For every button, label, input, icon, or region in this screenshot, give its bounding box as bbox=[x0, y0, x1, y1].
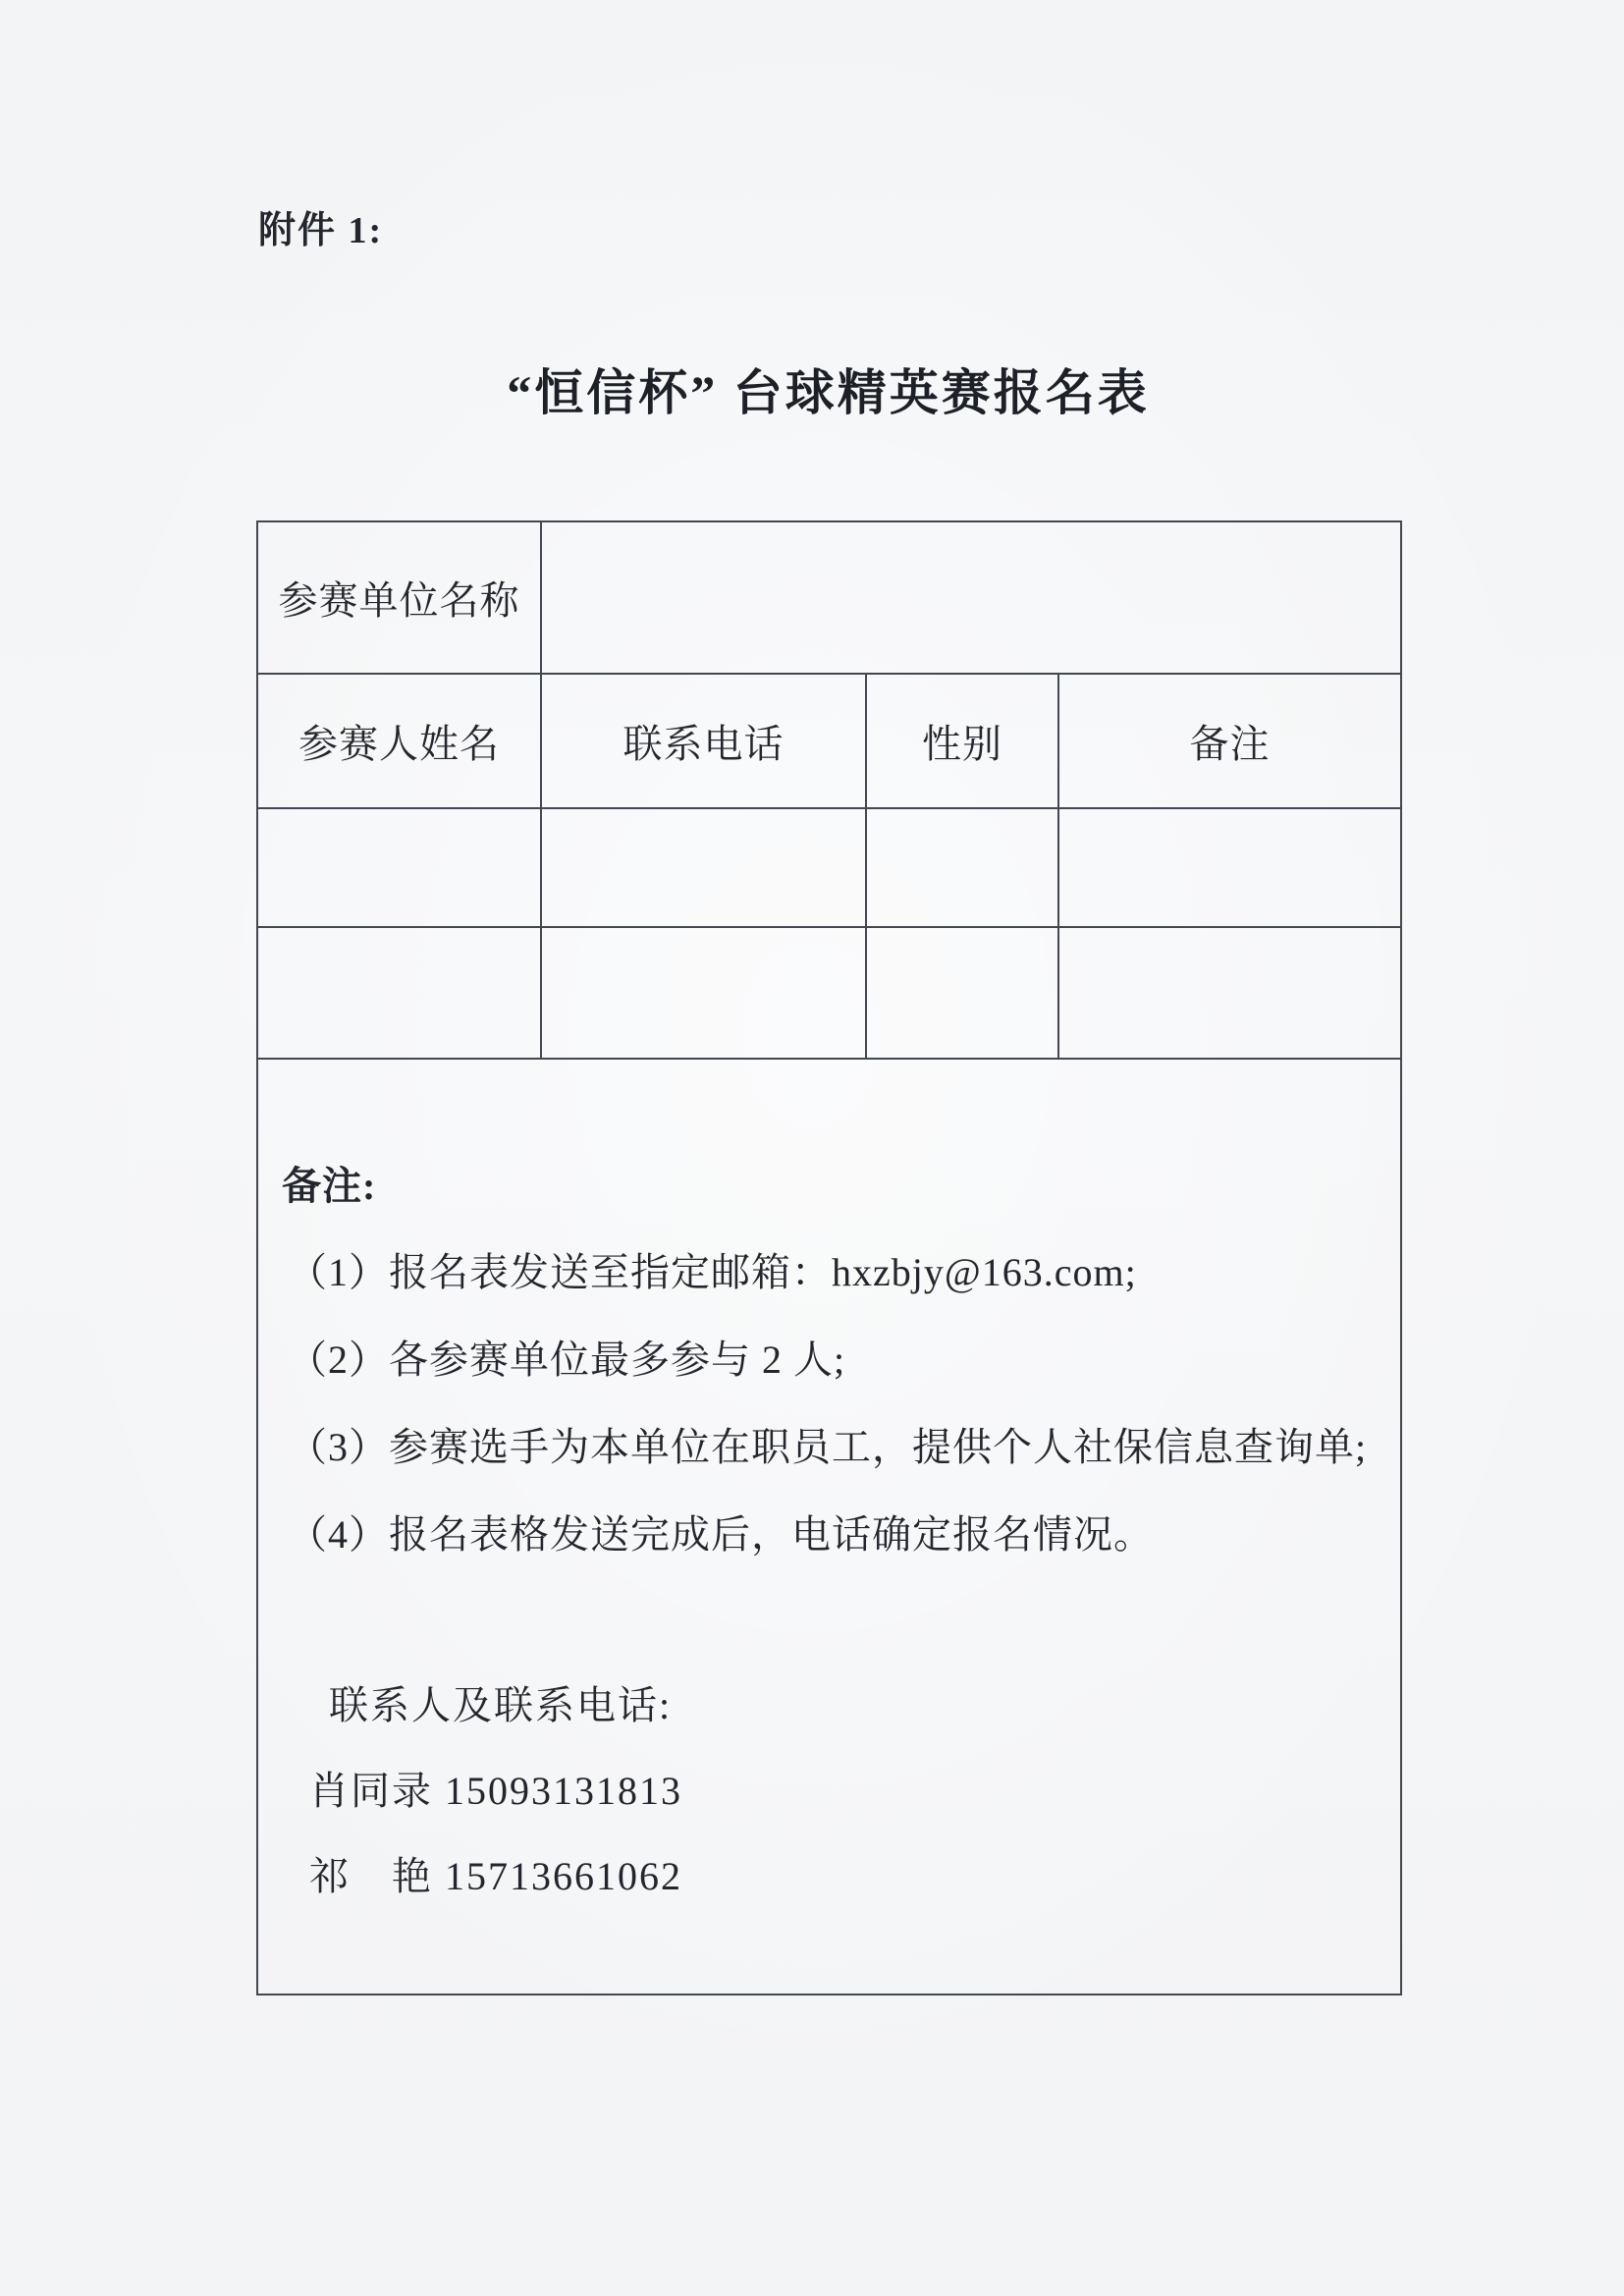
remark-item-3: （3）参赛选手为本单位在职员工，提供个人社保信息查询单; bbox=[288, 1425, 1368, 1469]
remark-item-1: （1）报名表发送至指定邮箱：hxzbjy@163.com; bbox=[288, 1250, 1137, 1294]
entry-row bbox=[257, 927, 1401, 1059]
table-header-row bbox=[257, 674, 1401, 808]
contact-heading: 联系人及联系电话: bbox=[329, 1683, 673, 1727]
entry-cell-gender bbox=[866, 927, 1058, 1059]
unit-name-value-cell bbox=[541, 521, 1401, 674]
entry-cell-phone bbox=[541, 808, 866, 927]
form-title: “恒信杯” 台球精英赛报名表 bbox=[507, 365, 1150, 420]
entry-row bbox=[257, 808, 1401, 927]
remarks-row bbox=[257, 1059, 1401, 1995]
unit-name-label-cell: 参赛单位名称 bbox=[257, 521, 541, 674]
registration-form-table bbox=[256, 520, 1402, 1995]
unit-name-row bbox=[257, 521, 1401, 674]
entry-cell-name bbox=[257, 927, 541, 1059]
remarks-cell bbox=[257, 1059, 1401, 1995]
header-remark: 备注 bbox=[1058, 674, 1401, 808]
contact-line-2: 祁 艳 15713661062 bbox=[309, 1854, 682, 1898]
remarks-label: 备注: bbox=[282, 1164, 377, 1208]
entry-cell-name bbox=[257, 808, 541, 927]
remark-item-2: （2）各参赛单位最多参与 2 人; bbox=[288, 1338, 846, 1382]
header-gender: 性别 bbox=[866, 674, 1058, 808]
entry-cell-remark bbox=[1058, 927, 1401, 1059]
contact-line-1: 肖同录 15093131813 bbox=[309, 1769, 682, 1813]
header-participant-name: 参赛人姓名 bbox=[257, 674, 541, 808]
header-contact-phone: 联系电话 bbox=[541, 674, 866, 808]
entry-cell-gender bbox=[866, 808, 1058, 927]
remark-item-4: （4）报名表格发送完成后，电话确定报名情况。 bbox=[288, 1512, 1154, 1557]
entry-cell-remark bbox=[1058, 808, 1401, 927]
attachment-label: 附件 1: bbox=[258, 210, 384, 251]
entry-cell-phone bbox=[541, 927, 866, 1059]
